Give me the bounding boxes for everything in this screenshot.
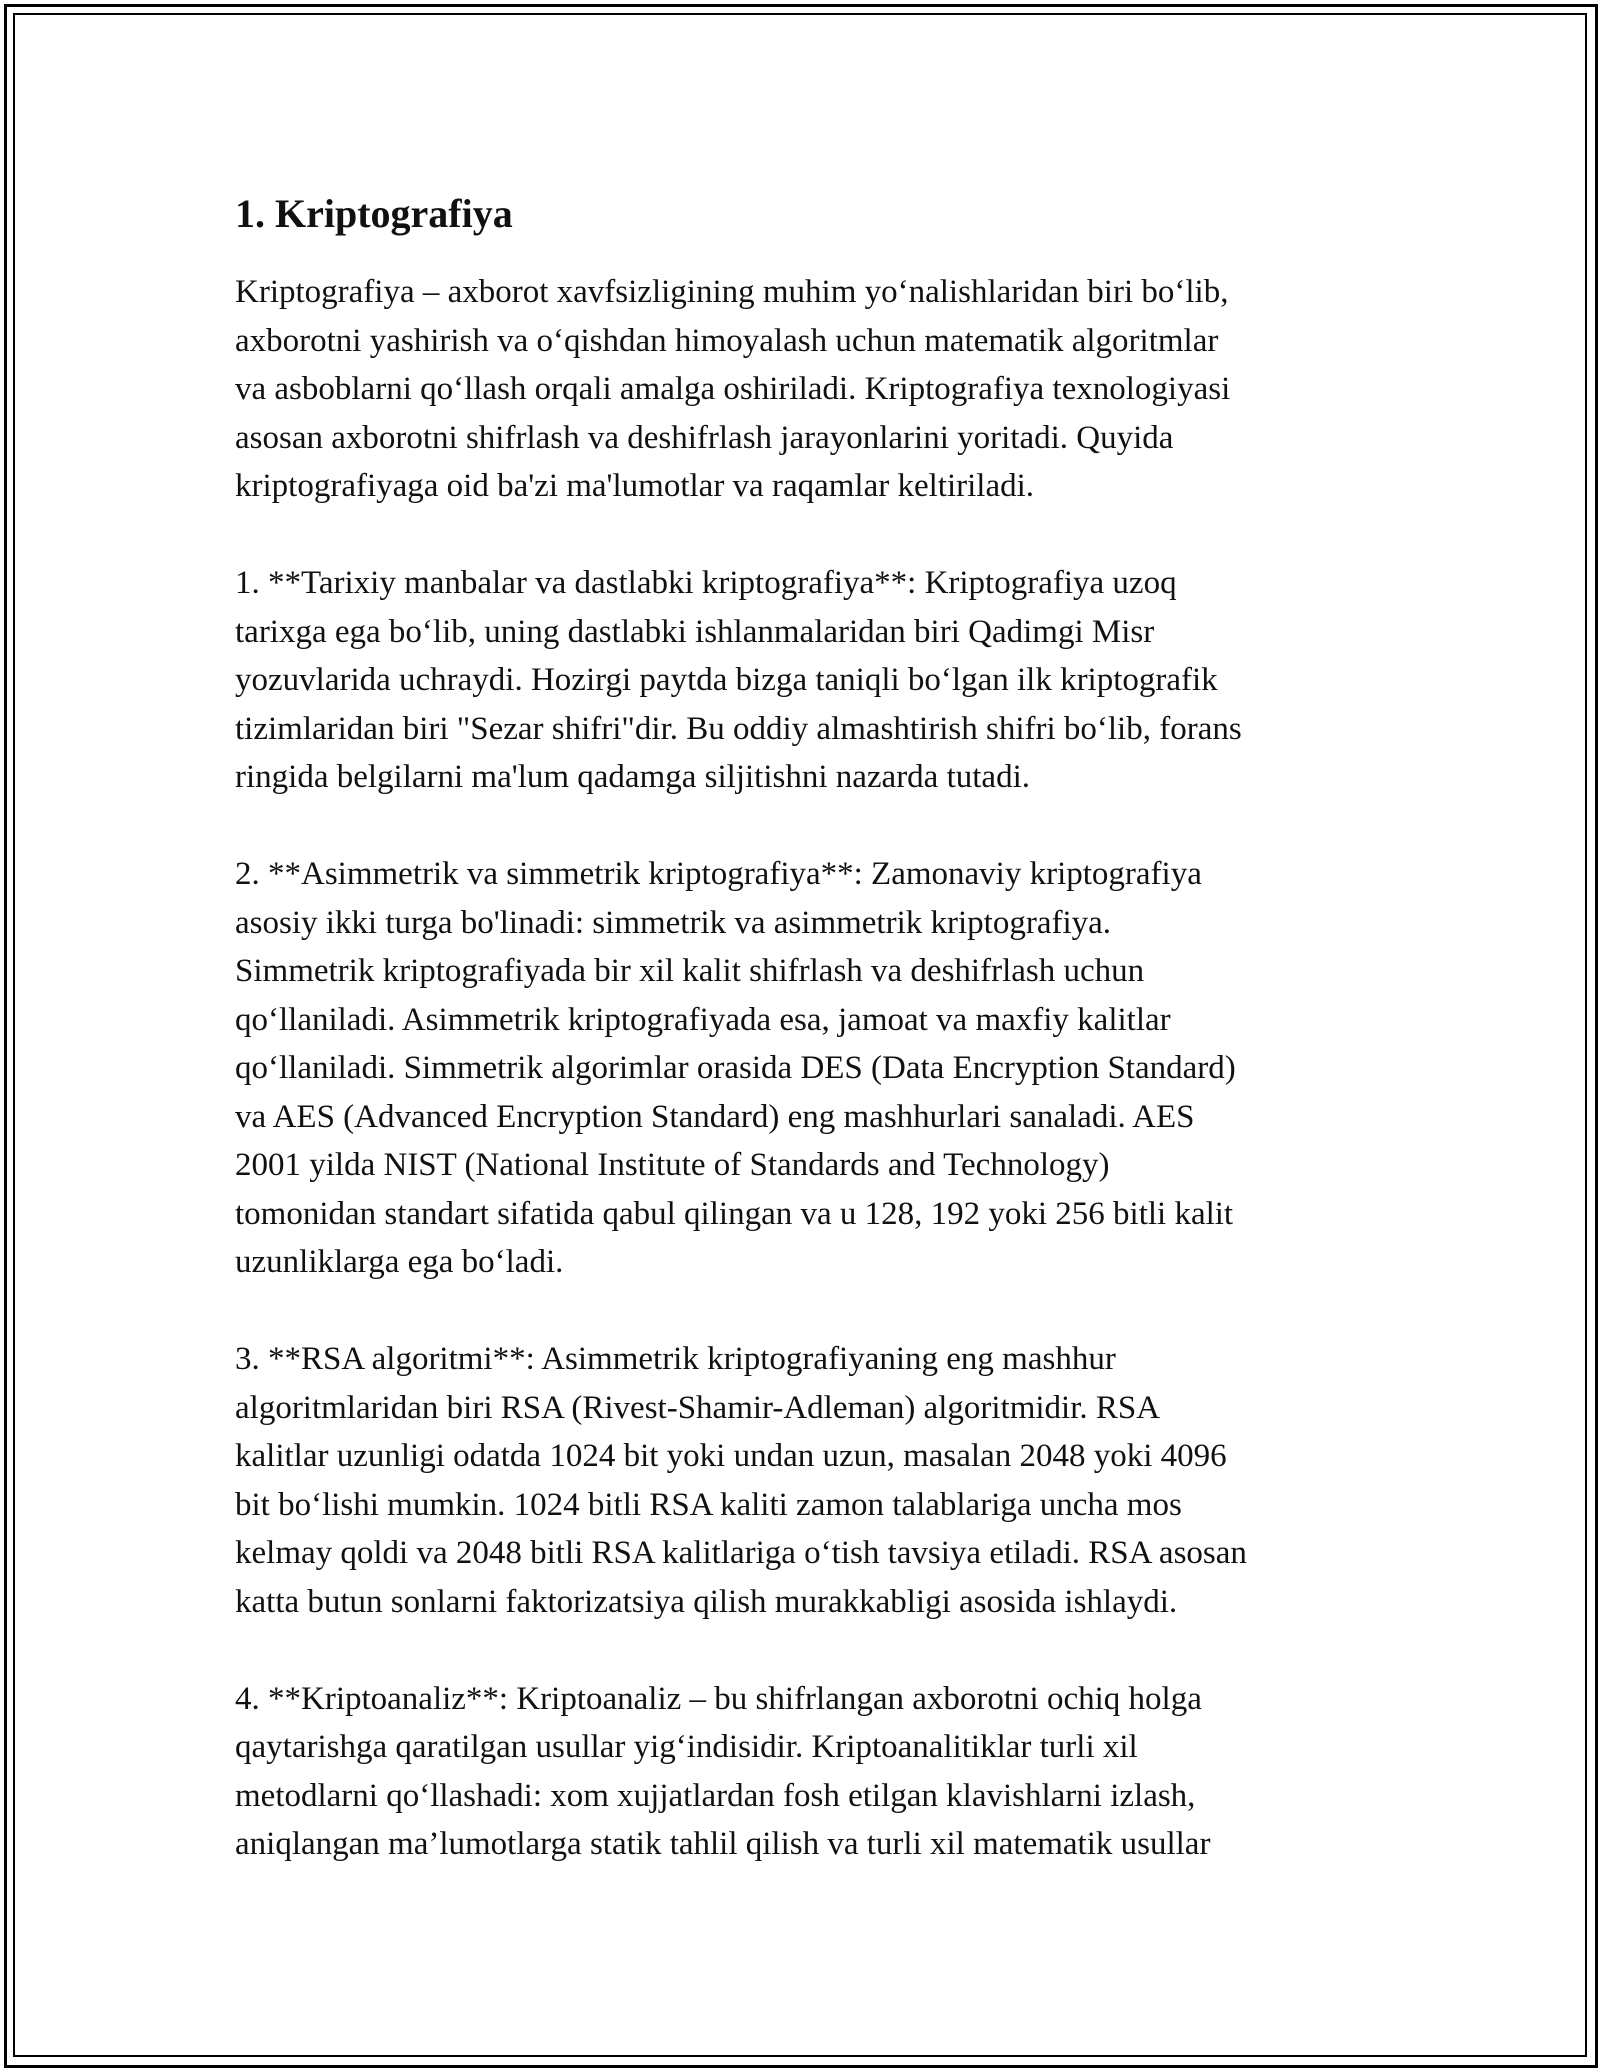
text-line: 1. **Tarixiy manbalar va dastlabki kriptografiya**: Kriptografiya uzoq bbox=[235, 565, 1177, 601]
text-line: va asboblarni qoʻllash orqali amalga oshiriladi. Kriptografiya texnologiyasi bbox=[235, 371, 1231, 407]
text-line: algoritmlaridan biri RSA (Rivest-Shamir-Adleman) algoritmidir. RSA bbox=[235, 1389, 1161, 1426]
text-line: uzunliklarga ega boʻladi. bbox=[235, 1244, 564, 1280]
text-line: asosiy ikki turga bo'linadi: simmetrik va asimmetrik kriptografiya. bbox=[235, 904, 1112, 941]
text-line: kelmay qoldi va 2048 bitli RSA kalitlariga oʻtish tavsiya etiladi. RSA asosan bbox=[235, 1535, 1247, 1571]
text-line: 2. **Asimmetrik va simmetrik kriptografiya**: Zamonaviy kriptografiya bbox=[235, 856, 1202, 892]
text-line: qoʻllaniladi. Asimmetrik kriptografiyada esa, jamoat va maxfiy kalitlar bbox=[235, 1001, 1171, 1038]
text-line: qaytarishga qaratilgan usullar yigʻindisidir. Kriptoanalitiklar turli xil bbox=[235, 1729, 1138, 1765]
text-line: va AES (Advanced Encryption Standard) eng mashhurlari sanaladi. AES bbox=[235, 1098, 1195, 1135]
cryptanalysis-paragraph bbox=[235, 1675, 1385, 1869]
text-line: tarixga ega boʻlib, uning dastlabki ishlanmalaridan biri Qadimgi Misr bbox=[235, 613, 1155, 650]
text-line: Kriptografiya – axborot xavfsizligining muhim yoʻnalishlaridan biri boʻlib, bbox=[235, 274, 1229, 310]
text-line: aniqlangan ma’lumotlarga statik tahlil qilish va turli xil matematik usullar bbox=[235, 1826, 1211, 1862]
text-line: kalitlar uzunligi odatda 1024 bit yoki undan uzun, masalan 2048 yoki 4096 bbox=[235, 1438, 1227, 1474]
text-line: yozuvlarida uchraydi. Hozirgi paytda bizga taniqli boʻlgan ilk kriptografik bbox=[235, 662, 1218, 698]
text-line: metodlarni qoʻllashadi: xom xujjatlardan fosh etilgan klavishlarni izlash, bbox=[235, 1777, 1196, 1814]
text-line: katta butun sonlarni faktorizatsiya qilish murakkabligi asosida ishlaydi. bbox=[235, 1583, 1178, 1620]
text-line: bit boʻlishi mumkin. 1024 bitli RSA kaliti zamon talablariga uncha mos bbox=[235, 1486, 1182, 1523]
text-line: axborotni yashirish va oʻqishdan himoyalash uchun matematik algoritmlar bbox=[235, 322, 1219, 359]
text-line: kriptografiyaga oid ba'zi ma'lumotlar va raqamlar keltiriladi. bbox=[235, 468, 1035, 504]
text-line: ringida belgilarni ma'lum qadamga siljitishni nazarda tutadi. bbox=[235, 759, 1030, 795]
text-line: 2001 yilda NIST (National Institute of Standards and Technology) bbox=[235, 1147, 1110, 1183]
text-line: tizimlaridan biri "Sezar shifri"dir. Bu oddiy almashtirish shifri boʻlib, forans bbox=[235, 710, 1242, 747]
symmetric-asymmetric-paragraph bbox=[235, 850, 1385, 1287]
intro-paragraph bbox=[235, 268, 1385, 511]
section-heading: 1. Kriptografiya bbox=[235, 191, 513, 236]
text-line: 3. **RSA algoritmi**: Asimmetrik kriptografiyaning eng mashhur bbox=[235, 1341, 1116, 1377]
text-line: qoʻllaniladi. Simmetrik algorimlar orasida DES (Data Encryption Standard) bbox=[235, 1050, 1236, 1086]
text-line: Simmetrik kriptografiyada bir xil kalit shifrlash va deshifrlash uchun bbox=[235, 953, 1145, 989]
text-line: tomonidan standart sifatida qabul qilingan va u 128, 192 yoki 256 bitli kalit bbox=[235, 1195, 1234, 1232]
text-line: 4. **Kriptoanaliz**: Kriptoanaliz – bu shifrlangan axborotni ochiq holga bbox=[235, 1680, 1202, 1717]
text-line: asosan axborotni shifrlash va deshifrlash jarayonlarini yoritadi. Quyida bbox=[235, 419, 1174, 456]
history-paragraph bbox=[235, 559, 1385, 802]
document-body bbox=[235, 190, 1385, 1917]
rsa-paragraph bbox=[235, 1335, 1385, 1626]
